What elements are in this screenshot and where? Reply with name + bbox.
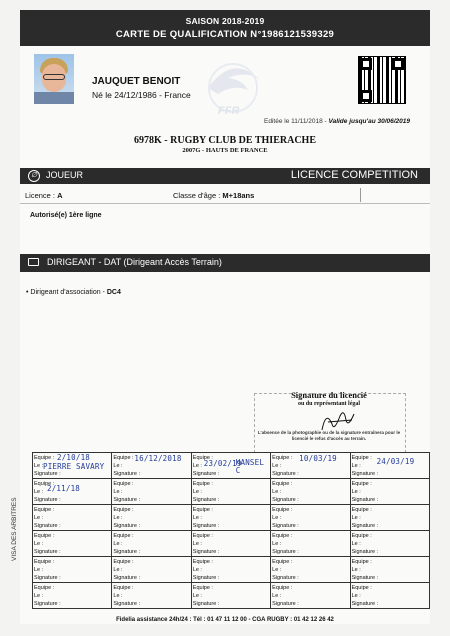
visa-cell[interactable] [112,583,191,609]
visa-signature-label: Signature : [351,523,379,529]
visa-le-label: Le : [113,541,123,547]
visa-cell[interactable] [191,531,270,557]
valid-until: Valide jusqu'au 30/06/2019 [328,118,410,125]
visa-cell[interactable] [33,453,112,479]
licence-field [25,191,63,200]
visa-cell[interactable] [33,557,112,583]
licence-value: A [57,191,63,200]
visa-le-label: Le : [351,515,361,521]
visa-signature-label: Signature : [272,523,299,529]
qualification-card [11,10,430,624]
logo-text: FFR [218,105,240,117]
dirigeant-line: • Dirigeant d'association - DC4 [26,289,121,296]
header-bar [20,10,430,46]
visa-equipe-label: Equipe : [351,533,372,539]
visa-equipe-label: Equipe : [34,559,55,565]
visa-le-label: Le : [113,567,123,573]
visa-le-label: Le : [113,463,123,469]
visa-signature-label: Signature : [272,471,299,477]
visa-signature-label: Signature : [272,575,299,581]
dirigeant-section-bar [20,254,430,272]
player-photo [34,54,74,104]
player-birth: Né le 24/12/1986 - France [92,90,191,100]
visa-le-label: Le : [192,541,202,547]
visa-cell[interactable] [112,505,191,531]
visa-le-label: Le : [34,567,44,573]
visa-le-label: Le : [351,567,361,573]
handwritten-entry: 10/03/19 [299,454,337,463]
visa-cell[interactable] [112,531,191,557]
visa-equipe-label: Equipe : [351,507,372,513]
visa-cell[interactable] [33,531,112,557]
visa-cell[interactable] [271,505,350,531]
visa-cell[interactable] [191,453,270,479]
visa-cell[interactable] [350,479,429,505]
dirigeant-section-label: DIRIGEANT - DAT (Dirigeant Accès Terrain) [47,257,222,267]
grid-row [33,531,430,557]
visa-le-label: Le : [351,463,361,469]
visa-signature-label: Signature : [272,601,299,607]
visa-le-label: Le : [272,515,282,521]
visa-signature-label: Signature : [351,549,379,555]
visa-le-label: Le : [192,463,202,469]
visa-le-label: Le : [272,567,282,573]
visa-signature-label: Signature : [192,601,220,607]
visa-equipe-label: Equipe : [34,455,55,461]
visa-le-label: Le : [34,541,44,547]
visa-signature-label: Signature : [192,497,220,503]
visa-le-label: Le : [34,489,44,495]
season-label: SAISON 2018-2019 [185,16,265,26]
card-title: CARTE DE QUALIFICATION N°1986121539329 [115,29,335,40]
visa-le-label: Le : [192,593,202,599]
visa-le-label: Le : [272,541,282,547]
visa-cell[interactable] [271,479,350,505]
visa-cell[interactable] [191,557,270,583]
authorized-note: Autorisé(e) 1ère ligne [30,212,102,219]
visa-cell[interactable] [112,557,191,583]
qr-code [358,56,406,104]
visa-cell[interactable] [191,479,270,505]
visa-signature-label: Signature : [113,471,140,477]
visa-signature-label: Signature : [192,575,220,581]
visa-le-label: Le : [34,593,44,599]
age-value: M+18ans [222,191,255,200]
signature-title-block [254,390,404,407]
visa-equipe-label: Equipe : [34,481,55,487]
visa-signature-label: Signature : [34,471,61,477]
visa-signature-label: Signature : [113,523,140,529]
visa-cell[interactable] [350,505,429,531]
visa-signature-label: Signature : [113,575,140,581]
visa-equipe-label: Equipe : [192,559,213,565]
visa-signature-label: Signature : [192,549,220,555]
player-section-bar [20,168,430,184]
visa-equipe-label: Equipe : [113,559,134,565]
visa-cell[interactable] [33,479,112,505]
handwritten-entry: HANSEL C [235,458,265,475]
visa-signature-label: Signature : [113,497,140,503]
grid-row [33,557,430,583]
visa-equipe-label: Equipe : [351,585,372,591]
visa-equipe-label: Equipe : [192,507,213,513]
briefcase-icon [28,258,39,266]
visa-equipe-label: Equipe : [113,585,134,591]
dirigeant-value: DC4 [106,289,121,296]
visa-le-label: Le : [113,515,123,521]
visa-le-label: Le : [272,593,282,599]
handwritten-entry: PIERRE SAVARY [43,462,105,471]
visa-label: VISA DES ARBITRES [11,497,18,561]
edit-date: Editée le 11/11/2018 - [264,118,329,125]
grid-row [33,583,430,609]
handwritten-entry: 23/02/19 [203,459,242,468]
club-region: 2007G - HAUTS DE FRANCE [182,147,268,154]
visa-le-label: Le : [34,463,44,469]
dirigeant-label: Dirigeant d'association - [30,289,107,296]
visa-equipe-label: Equipe : [272,481,293,487]
divider [360,188,361,202]
footer-assistance: Fidelia assistance 24h/24 : Tél : 01 47 11 12 00 - CGA RUGBY : 01 42 12 26 42 [116,617,334,623]
visa-equipe-label: Equipe : [113,455,134,461]
visa-equipe-label: Equipe : [34,585,55,591]
club-block [20,135,430,154]
age-field [173,191,254,200]
visa-signature-label: Signature : [192,523,220,529]
player-section-label: JOUEUR [46,170,84,180]
visa-equipe-label: Equipe : [272,559,293,565]
age-label: Classe d'âge : [173,191,223,200]
visa-cell[interactable] [350,557,429,583]
visa-signature-label: Signature : [34,497,61,503]
visa-cell[interactable] [112,479,191,505]
visa-le-label: Le : [34,515,44,521]
visa-cell[interactable] [112,453,191,479]
visa-equipe-label: Equipe : [113,533,134,539]
divider [20,203,430,204]
edit-line [20,118,410,125]
visa-equipe-label: Equipe : [113,507,134,513]
handwritten-entry: 24/03/19 [376,457,415,466]
visa-cell[interactable] [33,583,112,609]
visa-signature-label: Signature : [34,523,61,529]
visa-equipe-label: Equipe : [351,455,372,461]
visa-le-label: Le : [192,567,202,573]
visa-le-label: Le : [351,489,361,495]
visa-cell[interactable] [33,505,112,531]
visa-le-label: Le : [272,489,282,495]
visa-signature-label: Signature : [192,471,220,477]
grid-row [33,453,430,479]
visa-signature-label: Signature : [34,601,61,607]
visa-signature-label: Signature : [113,601,140,607]
visa-equipe-label: Equipe : [272,533,293,539]
licence-label: Licence : [25,191,58,200]
visa-signature-label: Signature : [113,549,140,555]
visa-cell[interactable] [271,557,350,583]
visa-le-label: Le : [192,489,202,495]
handwritten-entry: 16/12/2018 [134,454,182,463]
visa-signature-label: Signature : [34,549,61,555]
ffr-logo-watermark [198,58,268,118]
visa-le-label: Le : [351,593,361,599]
player-signature [316,406,360,436]
visa-cell[interactable] [350,531,429,557]
visa-signature-label: Signature : [272,497,299,503]
signature-title: Signature du licencié [291,390,367,400]
visa-cell[interactable] [191,505,270,531]
grid-row [33,479,430,505]
visa-equipe-label: Equipe : [192,481,213,487]
visa-le-label: Le : [351,541,361,547]
visa-cell[interactable] [350,583,429,609]
visa-cell[interactable] [271,583,350,609]
visa-equipe-label: Equipe : [272,507,293,513]
visa-equipe-label: Equipe : [113,481,134,487]
visa-equipe-label: Equipe : [351,481,372,487]
player-name: JAUQUET BENOIT [92,76,181,87]
visa-equipe-label: Equipe : [272,585,293,591]
visa-signature-label: Signature : [34,575,61,581]
visa-equipe-label: Equipe : [34,507,55,513]
visa-equipe-label: Equipe : [272,455,293,461]
visa-signature-label: Signature : [351,471,379,477]
visa-le-label: Le : [272,463,282,469]
visa-cell[interactable] [271,531,350,557]
visa-equipe-label: Equipe : [34,533,55,539]
visa-equipe-label: Equipe : [192,533,213,539]
visa-equipe-label: Equipe : [192,585,213,591]
visa-signature-label: Signature : [272,549,299,555]
grid-row [33,505,430,531]
visa-cell[interactable] [350,453,429,479]
visa-le-label: Le : [192,515,202,521]
licence-type: LICENCE COMPETITION [290,169,418,181]
handwritten-entry: 2/11/18 [47,484,81,493]
referee-visa-grid [32,452,430,609]
visa-cell[interactable] [271,453,350,479]
player-icon: ∅ [28,170,40,182]
club-name: 6978K - RUGBY CLUB DE THIERACHE [134,135,316,146]
signature-subtitle: ou du représentant légal [297,401,361,407]
visa-equipe-label: Equipe : [192,455,213,461]
visa-le-label: Le : [113,489,123,495]
handwritten-entry: 2/10/18 [57,453,91,462]
visa-cell[interactable] [191,583,270,609]
visa-le-label: Le : [113,593,123,599]
visa-signature-label: Signature : [351,601,379,607]
visa-signature-label: Signature : [351,575,379,581]
signature-note: L'absence de la photographie ou de la signature entraînera pour le licencié le refus d'accès au terrain. [257,430,401,441]
visa-signature-label: Signature : [351,497,379,503]
visa-equipe-label: Equipe : [351,559,372,565]
